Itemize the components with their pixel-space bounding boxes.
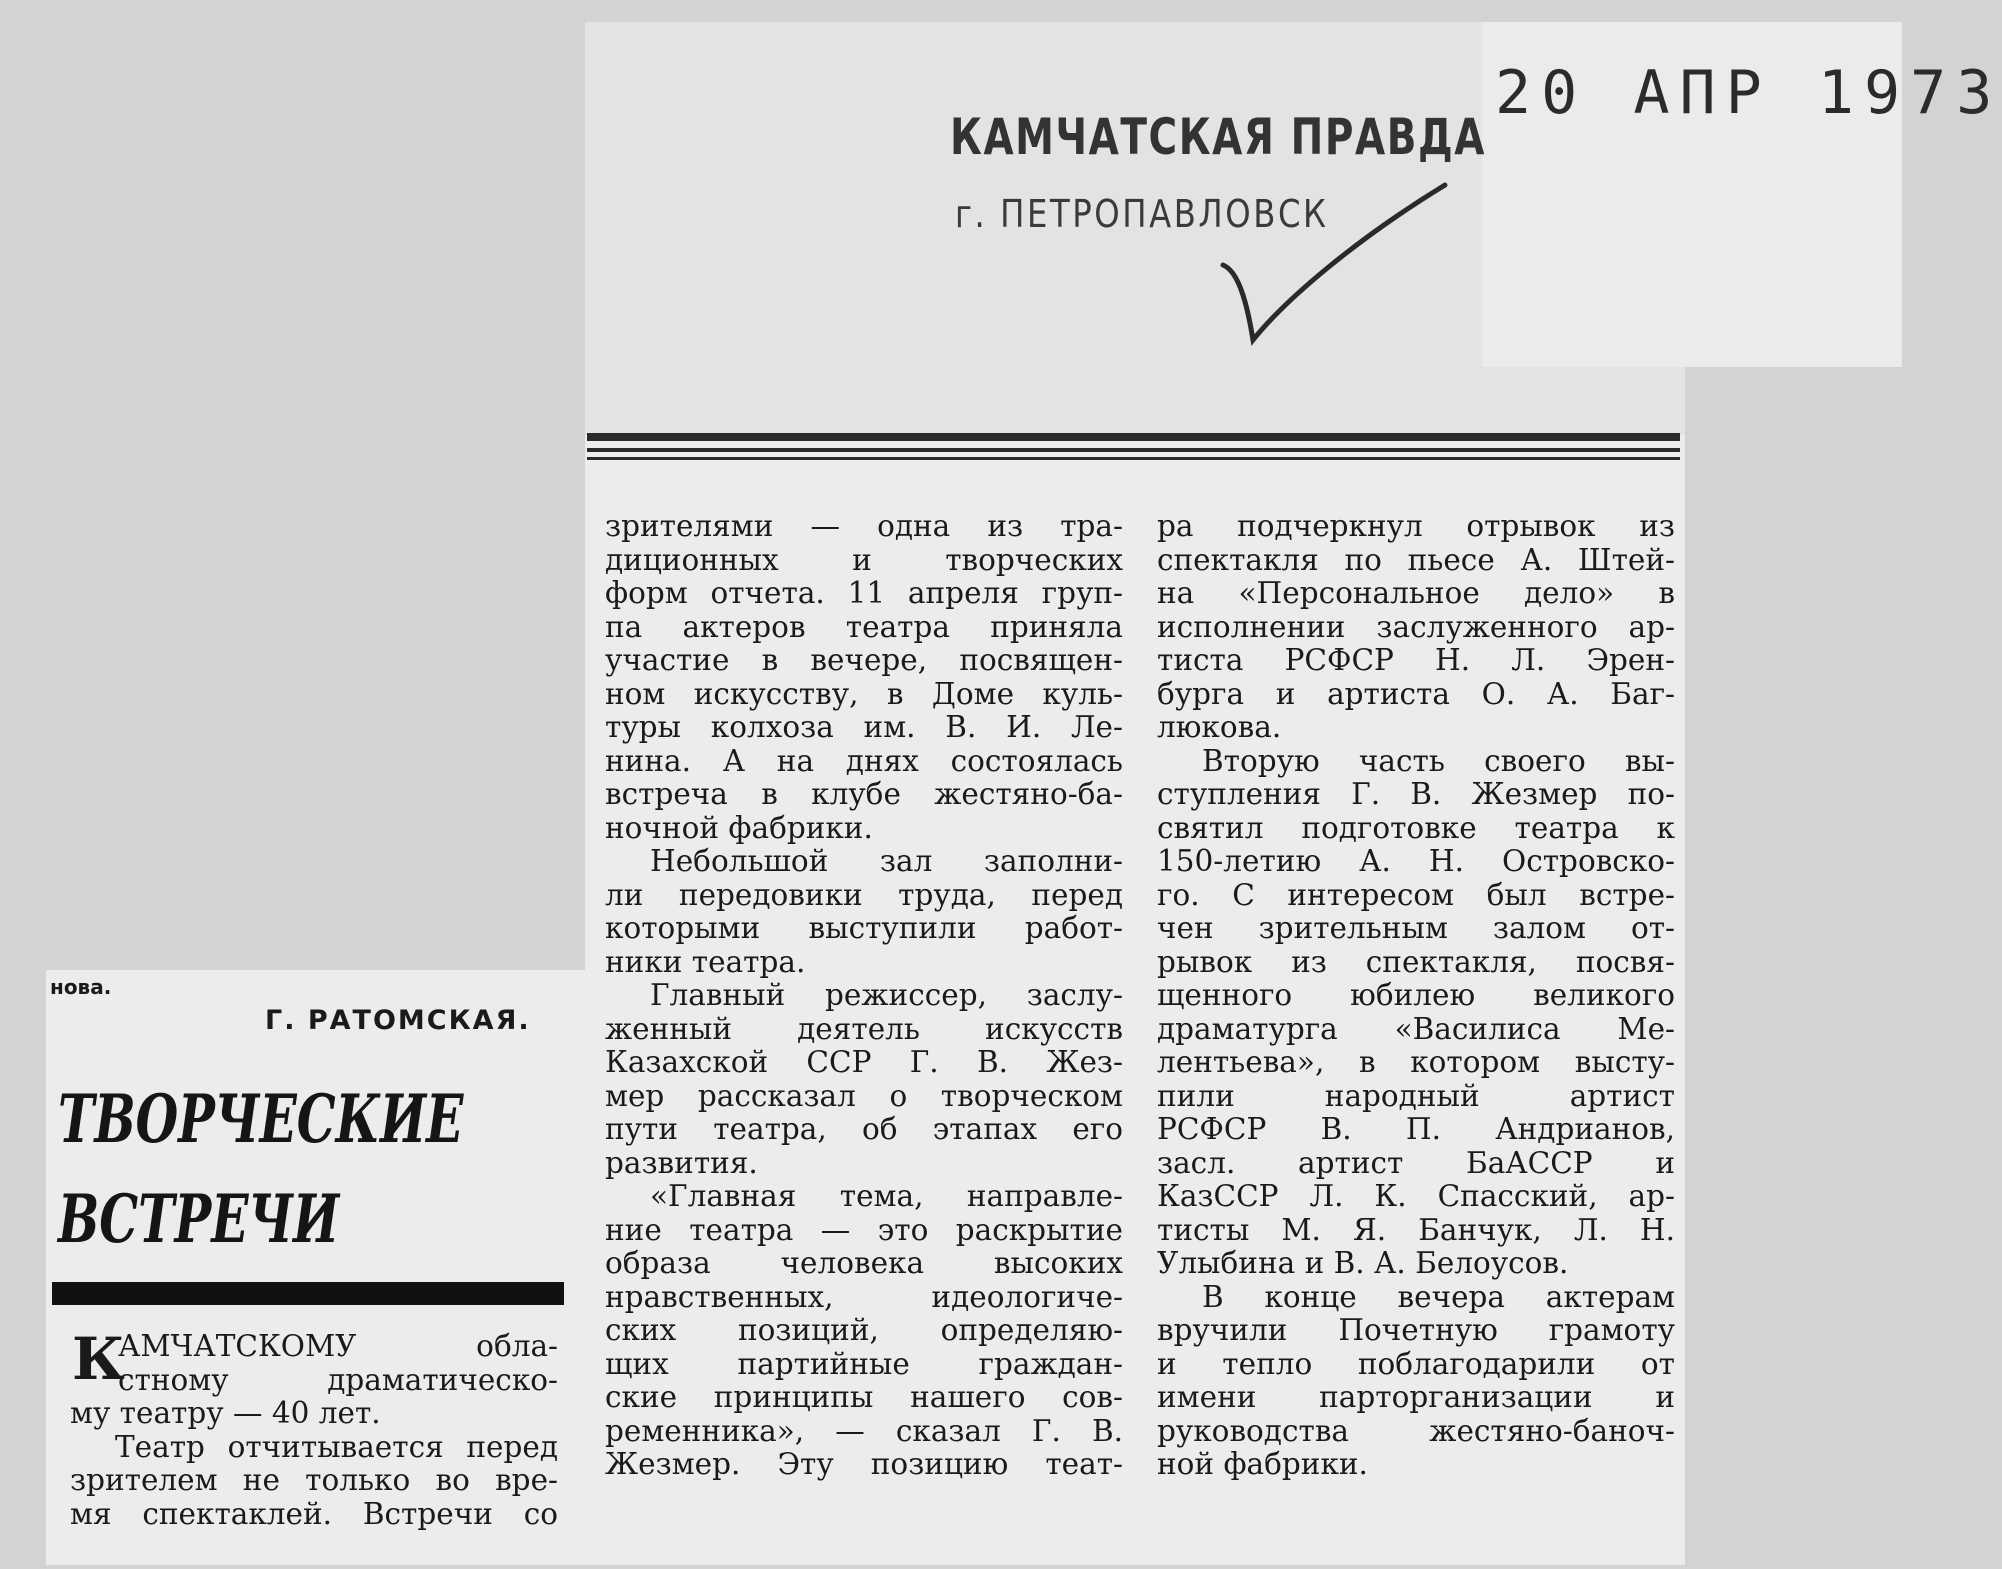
text-line: па актеров театра приняла	[605, 609, 1123, 644]
text-line: драматурга «Василиса Ме-	[1157, 1011, 1675, 1046]
column-2	[605, 510, 1123, 1482]
rule-mid	[587, 448, 1680, 452]
text-line: КазССР Л. К. Спасский, ар-	[1157, 1179, 1675, 1213]
text-line: ники театра.	[605, 944, 806, 979]
lead-text	[118, 1330, 558, 1397]
text-line: Жезмер. Эту позицию теат-	[605, 1447, 1123, 1481]
text-line: «Главная тема, направле-	[650, 1179, 1123, 1213]
text-line: чен зрительным залом от-	[1157, 911, 1675, 945]
text-line: форм отчета. 11 апреля груп-	[605, 576, 1123, 610]
checkmark-icon	[1215, 180, 1455, 350]
text-line: участие в вечере, посвящен-	[605, 643, 1123, 677]
text-line: ной фабрики.	[1157, 1447, 1368, 1481]
text-line: пути театра, об этапах его	[605, 1112, 1123, 1146]
article-author: Г. РАТОМСКАЯ.	[265, 1005, 531, 1036]
text-line: Главный режиссер, заслу-	[650, 978, 1123, 1012]
text-line: Казахской ССР Г. В. Жез-	[605, 1045, 1123, 1079]
text-line: имени парторганизации и	[1157, 1380, 1675, 1414]
text-line: лентьева», в котором высту-	[1157, 1045, 1675, 1079]
text-line: ние театра — это раскрытие	[605, 1212, 1123, 1247]
text-line: ременника», — сказал Г. В.	[605, 1413, 1123, 1448]
text-line: ступления Г. В. Жезмер по-	[1157, 777, 1675, 811]
byline-fragment: нова.	[50, 975, 112, 999]
text-line: Театр отчитывается перед	[115, 1429, 558, 1464]
dropcap: К	[72, 1325, 125, 1393]
text-line: Вторую часть своего вы-	[1202, 743, 1675, 778]
text-line: тиста РСФСР Н. Л. Эрен-	[1157, 643, 1675, 677]
text-line: туры колхоза им. В. И. Ле-	[605, 710, 1123, 744]
text-line: щенного юбилею великого	[1157, 978, 1675, 1012]
text-line: руководства жестяно-баноч-	[1157, 1413, 1675, 1448]
article-title-line2: ВСТРЕЧИ	[58, 1180, 340, 1258]
text-line: Улыбина и В. А. Белоусов.	[1157, 1246, 1569, 1280]
text-line: рывок из спектакля, посвя-	[1157, 944, 1675, 979]
text-line: АМЧАТСКОМУ обла-	[118, 1329, 558, 1363]
text-line: ские принципы нашего сов-	[605, 1380, 1123, 1414]
text-line: диционных и творческих	[605, 542, 1123, 577]
title-rule	[52, 1282, 564, 1305]
text-line: стному драматическо-	[118, 1362, 558, 1397]
text-line: которыми выступили работ-	[605, 911, 1123, 945]
rule-thin	[587, 457, 1680, 460]
text-line: встреча в клубе жестяно-ба-	[605, 777, 1123, 811]
text-line: и тепло поблагодарили от	[1157, 1346, 1675, 1381]
text-line: ра подчеркнул отрывок из	[1157, 509, 1675, 543]
text-line: исполнении заслуженного ар-	[1157, 609, 1675, 644]
text-line: вручили Почетную грамоту	[1157, 1313, 1675, 1347]
text-line: святил подготовке театра к	[1157, 810, 1675, 845]
column-3	[1157, 510, 1675, 1482]
rule-thick	[587, 433, 1680, 441]
text-line: Небольшой зал заполни-	[650, 844, 1123, 878]
text-line: образа человека высоких	[605, 1246, 1123, 1280]
text-line: го. С интересом был встре-	[1157, 877, 1675, 912]
newspaper-stamp-city: г. ПЕТРОПАВЛОВСК	[955, 192, 1329, 236]
text-line: зрителями — одна из тра-	[605, 509, 1123, 543]
text-line: спектакля по пьесе А. Штей-	[1157, 542, 1675, 577]
text-line: В конце вечера актерам	[1202, 1279, 1675, 1314]
text-line: РСФСР В. П. Андрианов,	[1157, 1112, 1675, 1146]
article-title-line1: ТВОРЧЕСКИЕ	[58, 1080, 464, 1158]
text-line: щих партийные граждан-	[605, 1346, 1123, 1381]
text-line: люкова.	[1157, 710, 1282, 744]
date-stamp: 20 АПР 1973	[1495, 58, 2002, 128]
text-line: мя спектаклей. Встречи со	[70, 1496, 558, 1531]
column-1	[70, 1397, 558, 1531]
text-line: тисты М. Я. Банчук, Л. Н.	[1157, 1212, 1675, 1247]
text-line: нина. А на днях состоялась	[605, 743, 1123, 778]
text-line: бурга и артиста О. А. Баг-	[1157, 676, 1675, 711]
text-line: мер рассказал о творческом	[605, 1078, 1123, 1113]
text-line: ночной фабрики.	[605, 810, 873, 845]
text-line: ном искусству, в Доме куль-	[605, 676, 1123, 711]
text-line: нравственных, идеологиче-	[605, 1279, 1123, 1314]
text-line: ских позиций, определяю-	[605, 1313, 1123, 1347]
text-line: зрителем не только во вре-	[70, 1463, 558, 1497]
text-line: засл. артист БаАССР и	[1157, 1145, 1675, 1180]
text-line: му театру — 40 лет.	[70, 1396, 381, 1430]
text-line: пили народный артист	[1157, 1078, 1675, 1113]
text-line: на «Персональное дело» в	[1157, 576, 1675, 610]
text-line: развития.	[605, 1145, 758, 1180]
text-line: 150-летию А. Н. Островско-	[1157, 844, 1675, 878]
text-line: ли передовики труда, перед	[605, 877, 1123, 912]
newspaper-stamp-name: КАМЧАТСКАЯ ПРАВДА	[950, 108, 1487, 166]
text-line: женный деятель искусств	[605, 1011, 1123, 1046]
